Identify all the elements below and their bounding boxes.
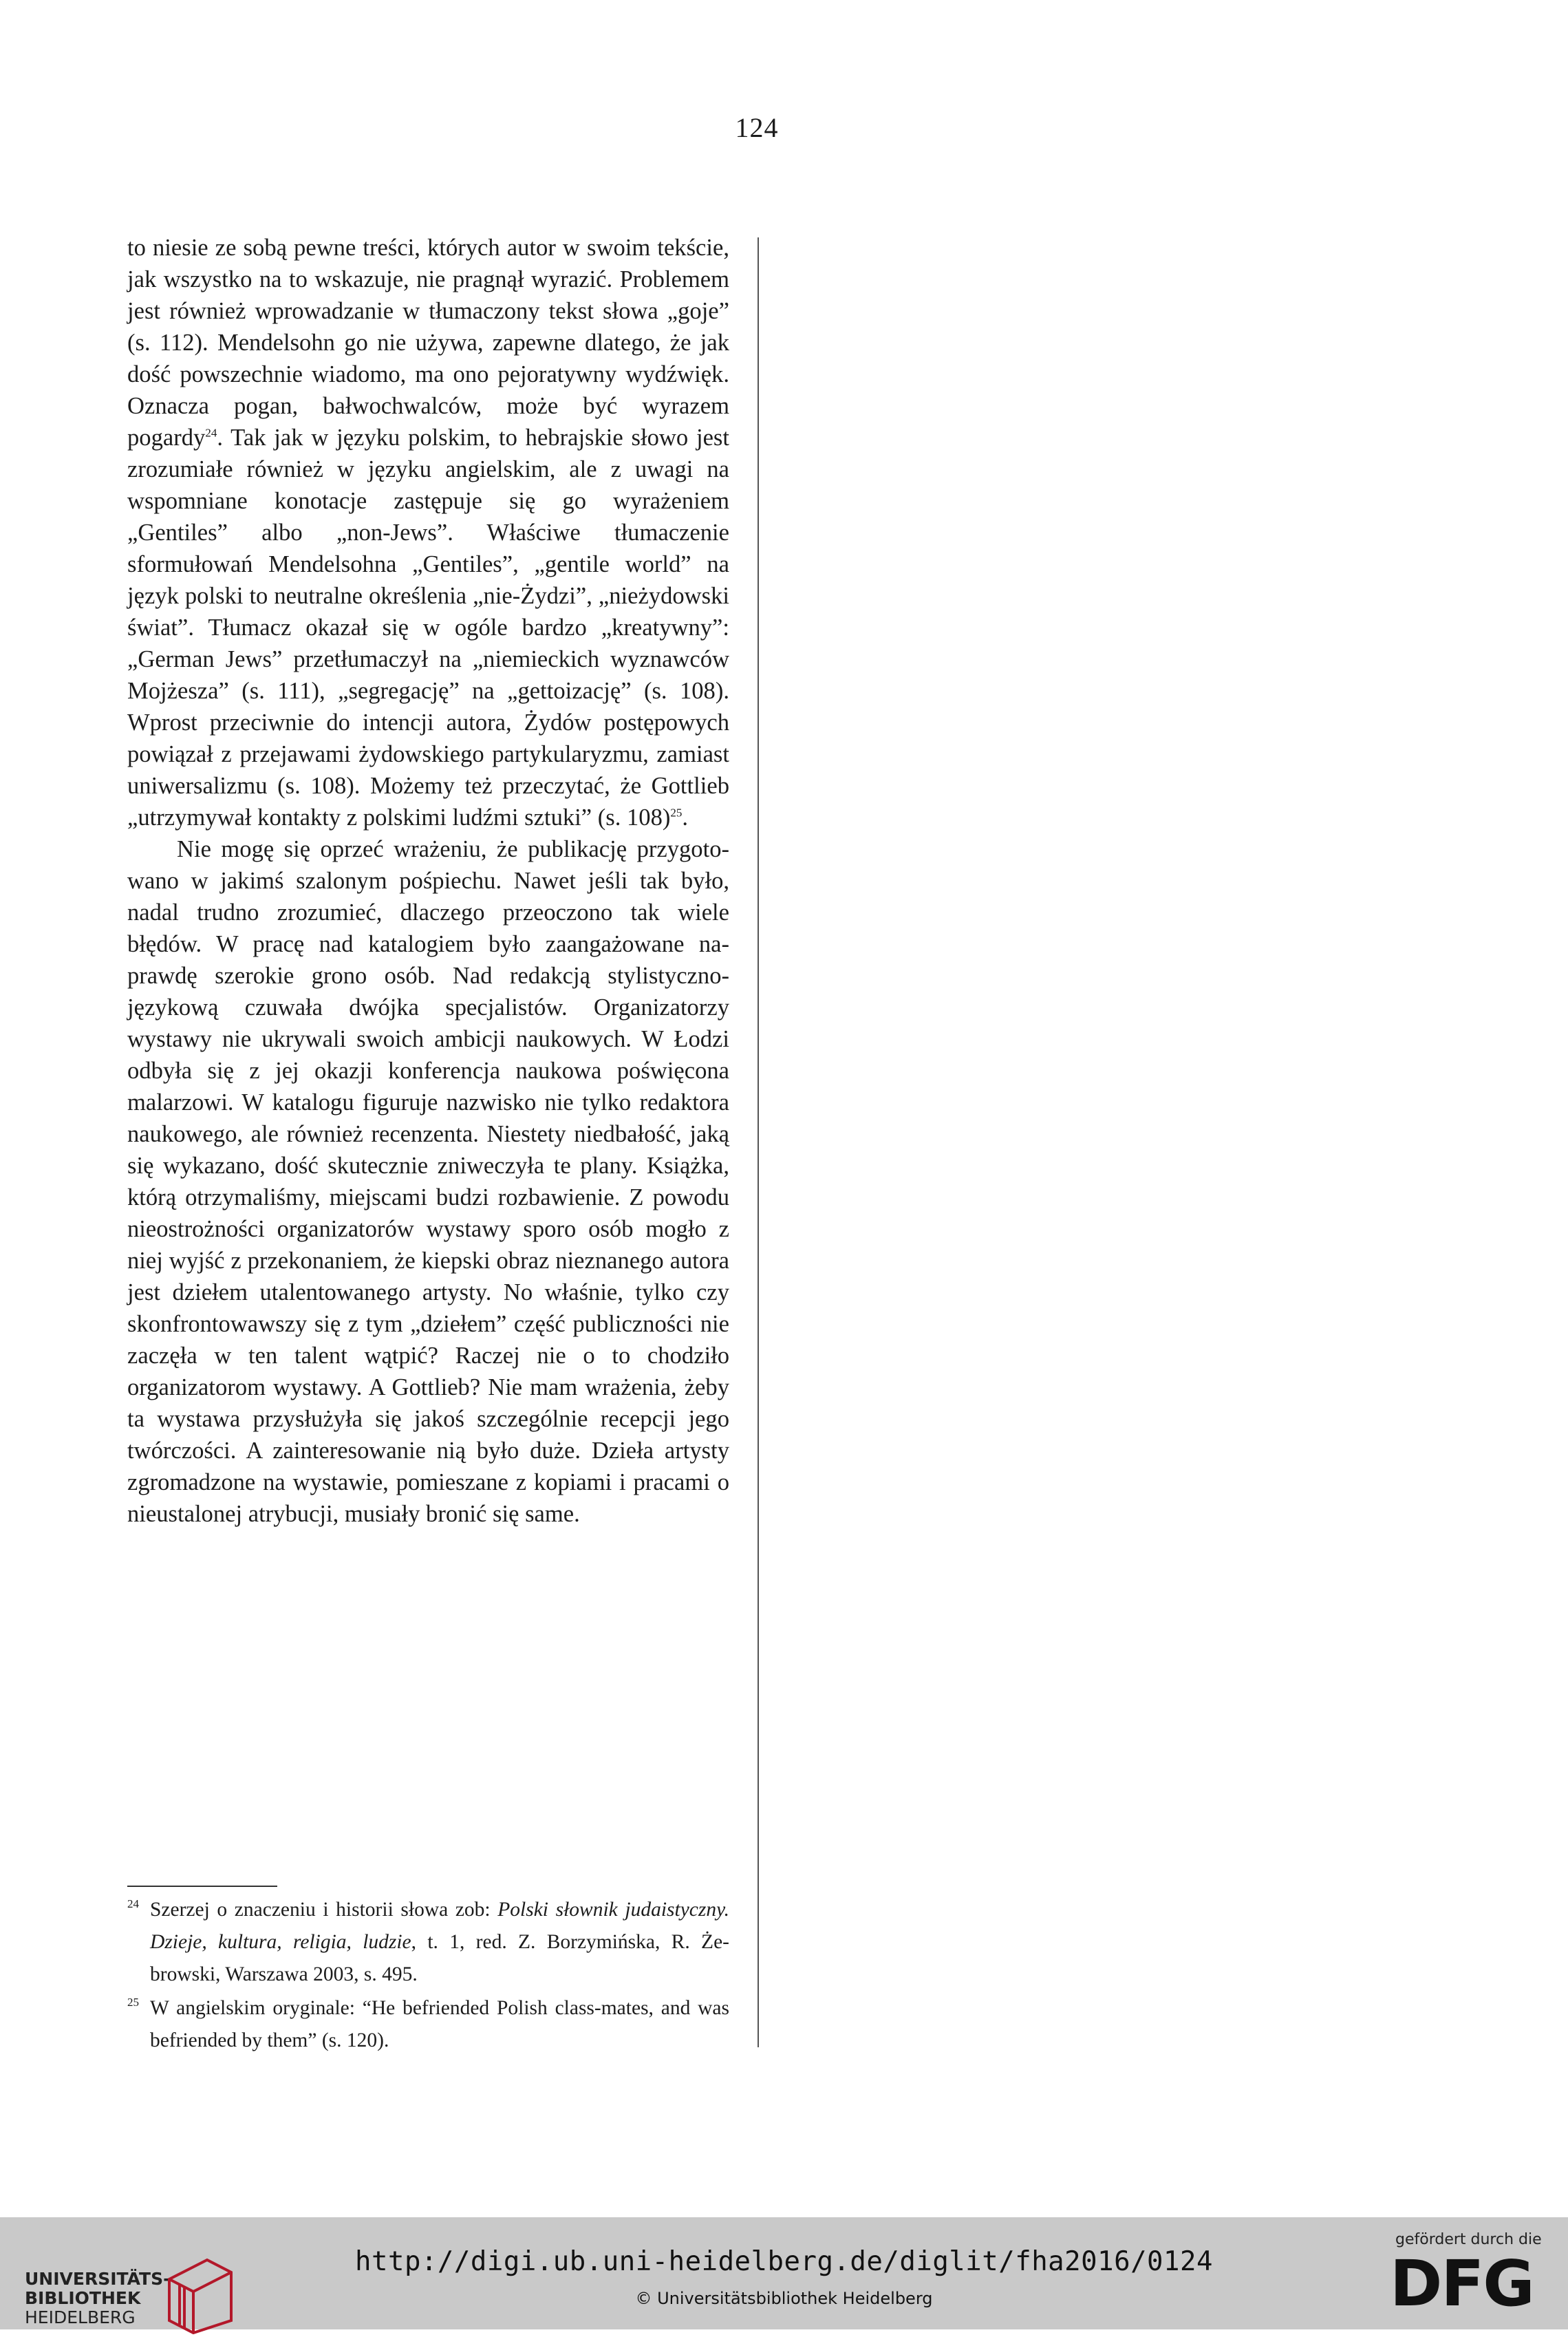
footnote-ref-24[interactable]: 24 xyxy=(205,426,217,440)
footnote-text-tail: , t. 1, red. Z. Borzymińska, R. Żebrowski, Warszawa 2003, s. 495. xyxy=(150,1931,729,1985)
copyright-notice: © Universitätsbibliothek Heidelberg xyxy=(635,2289,933,2308)
footnote-title: Polski słownik judaistyczny. Dzieje, kultura, religia, ludzie xyxy=(150,1899,729,1953)
paragraph-2: Nie mogę się oprzeć wrażeniu, że publikację przygotowano w jakimś szalonym pośpiechu. Nawet jeśli tak było, nadal trudno zrozumieć, dlaczego przeoczono tak wiele błędów. W pracę nad katalogiem było zaangażowane naprawdę szerokie grono osób. Nad redakcją stylistyczno-językową czuwała dwójka specjalistów. Organizatorzy wystawy nie ukrywali swoich ambicji naukowych. W Łodzi odbyła się z jej okazji konferencja naukowa poświęcona malarzowi. W katalogu figuruje nazwisko nie tylko redaktora naukowego, ale również recenzenta. Niestety niedbałość, jaką się wykazano, dość skutecznie zniweczyła te plany. Książka, którą otrzymaliśmy, miejscami budzi rozbawienie. Z powodu nieostrożności organizatorów wystawy sporo osób mogło z niej wyjść z przekonaniem, że kiepski obraz nieznanego autora jest dziełem utalentowanego artysty. No właśnie, tylko czy skonfrontowawszy się z tym „dziełem” część publiczności nie zaczęła w ten talent wątpić? Raczej nie o to chodziło organizatorom wystawy. A Gottlieb? Nie mam wrażenia, żeby ta wystawa przysłużyła się jakoś szczególnie recepcji jego twórczości. A zainteresowanie nią było duże. Dzieła artysty zgromadzone na wystawie, pomieszane z kopiami i pracami o nieustalonej atrybucji, musiały bronić się same. xyxy=(127,836,729,1527)
paragraph-1-part-1: to niesie ze sobą pewne treści, których autor w swoim tekście, jak wszystko na to wskazuje, nie pragnął wyrazić. Problemem jest również wprowadzanie w tłumaczony tekst słowa „goje” (s. 112). Mendelsohn go nie używa, zapewne dlatego, że jak dość powszechnie wiadomo, ma ono pejoratywny wydźwięk. Oznacza pogan, bałwochwalców, może być wyrazem pogardy xyxy=(127,235,729,451)
page-number: 124 xyxy=(735,112,779,143)
paragraph-1-part-2: . Tak jak w języku polskim, to hebrajskie słowo jest zrozumiałe również w języku angielskim, ale z uwagi na wspomniane konotacje zastępuje się go wyrażeniem „Gentiles” albo „non-Jews”. Właściwe tłumaczenie sformułowań Mendelsohna „Gentiles”, „gentile world” na język polski to neutralne określenia „nie-Żydzi”, „nieżydowski świat”. Tłumacz okazał się w ogóle bardzo „kreatywny”: „German Jews” przetłumaczył na „niemieckich wyznawców Mojżesza” (s. 111), „segregację” na „gettoizację” (s. 108). Wprost przeciwnie do intencji autora, Żydów postępowych powiązał z przejawami żydowskiego partykularyzmu, zamiast uniwersalizmu (s. 108). Możemy też przeczytać, że Gottlieb „utrzymywał kontakty z polskimi ludźmi sztuki” (s. 108) xyxy=(127,425,729,831)
library-line-2: BIBLIOTHEK xyxy=(25,2288,141,2308)
body-text xyxy=(127,232,729,1530)
footnote-number: 25 xyxy=(127,1996,139,2009)
library-line-3: HEIDELBERG xyxy=(25,2307,136,2327)
dfg-logo-icon: DFG xyxy=(1390,2247,1534,2320)
footnote-24 xyxy=(127,1894,729,1991)
dfg-block[interactable] xyxy=(1390,2231,1555,2320)
footnote-text: W angielskim oryginale: “He befriended Polish class-mates, and was befriended by them” (s. 120). xyxy=(150,1997,729,2051)
footnote-25 xyxy=(127,1992,729,2057)
footnote-number: 24 xyxy=(127,1897,139,1910)
paragraph-1 xyxy=(127,232,729,833)
footer-bar xyxy=(0,2217,1568,2329)
column-rule xyxy=(758,237,759,2047)
footnotes xyxy=(127,1894,729,2057)
footnote-ref-25[interactable]: 25 xyxy=(670,806,683,820)
document-url-link[interactable]: http://digi.ub.uni-heidelberg.de/diglit/fha2016/0124 xyxy=(355,2246,1213,2277)
paragraph-1-part-3: . xyxy=(682,804,689,831)
dfg-caption: gefördert durch die xyxy=(1395,2231,1542,2248)
footnote-rule xyxy=(127,1886,277,1887)
library-line-1: UNIVERSITÄTS- xyxy=(25,2269,171,2289)
footnote-text: Szerzej o znaczeniu i historii słowa zob: xyxy=(150,1899,498,1921)
